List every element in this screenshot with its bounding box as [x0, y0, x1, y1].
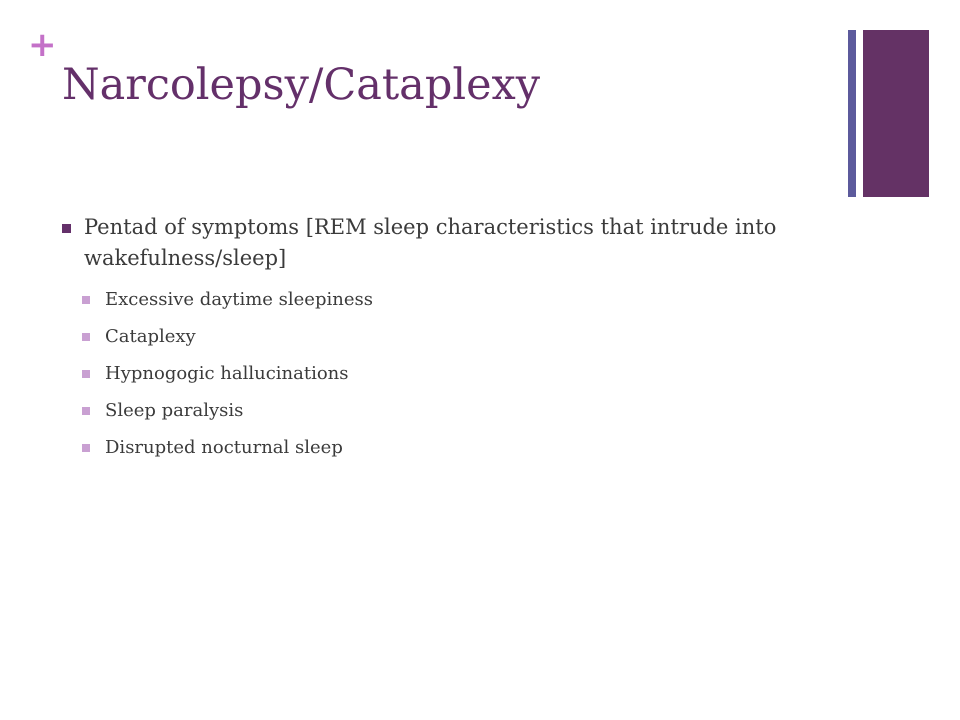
sub-bullet-item: [62, 360, 842, 397]
bullet-item: [62, 212, 842, 274]
square-bullet-icon: [82, 333, 90, 341]
decorative-bar-thin: [848, 30, 856, 197]
sub-bullet-list: [62, 286, 842, 471]
square-bullet-icon: [82, 370, 90, 378]
square-bullet-icon: [82, 444, 90, 452]
sub-bullet-item: [62, 397, 842, 434]
sub-bullet-text: Hypnogogic hallucinations: [105, 363, 349, 384]
bullet-text: Pentad of symptoms [REM sleep characteristics that intrude into wakefulness/sleep]: [84, 215, 777, 270]
plus-icon: +: [28, 25, 57, 65]
decorative-bar-thick: [863, 30, 929, 197]
sub-bullet-text: Disrupted nocturnal sleep: [105, 437, 343, 458]
sub-bullet-item: [62, 323, 842, 360]
square-bullet-icon: [82, 296, 90, 304]
sub-bullet-text: Excessive daytime sleepiness: [105, 289, 373, 310]
square-bullet-icon: [62, 224, 71, 233]
slide-content: [62, 212, 842, 471]
sub-bullet-text: Sleep paralysis: [105, 400, 244, 421]
sub-bullet-item: [62, 434, 842, 471]
sub-bullet-text: Cataplexy: [105, 326, 196, 347]
sub-bullet-item: [62, 286, 842, 323]
square-bullet-icon: [82, 407, 90, 415]
slide-title: Narcolepsy/Cataplexy: [62, 60, 541, 110]
